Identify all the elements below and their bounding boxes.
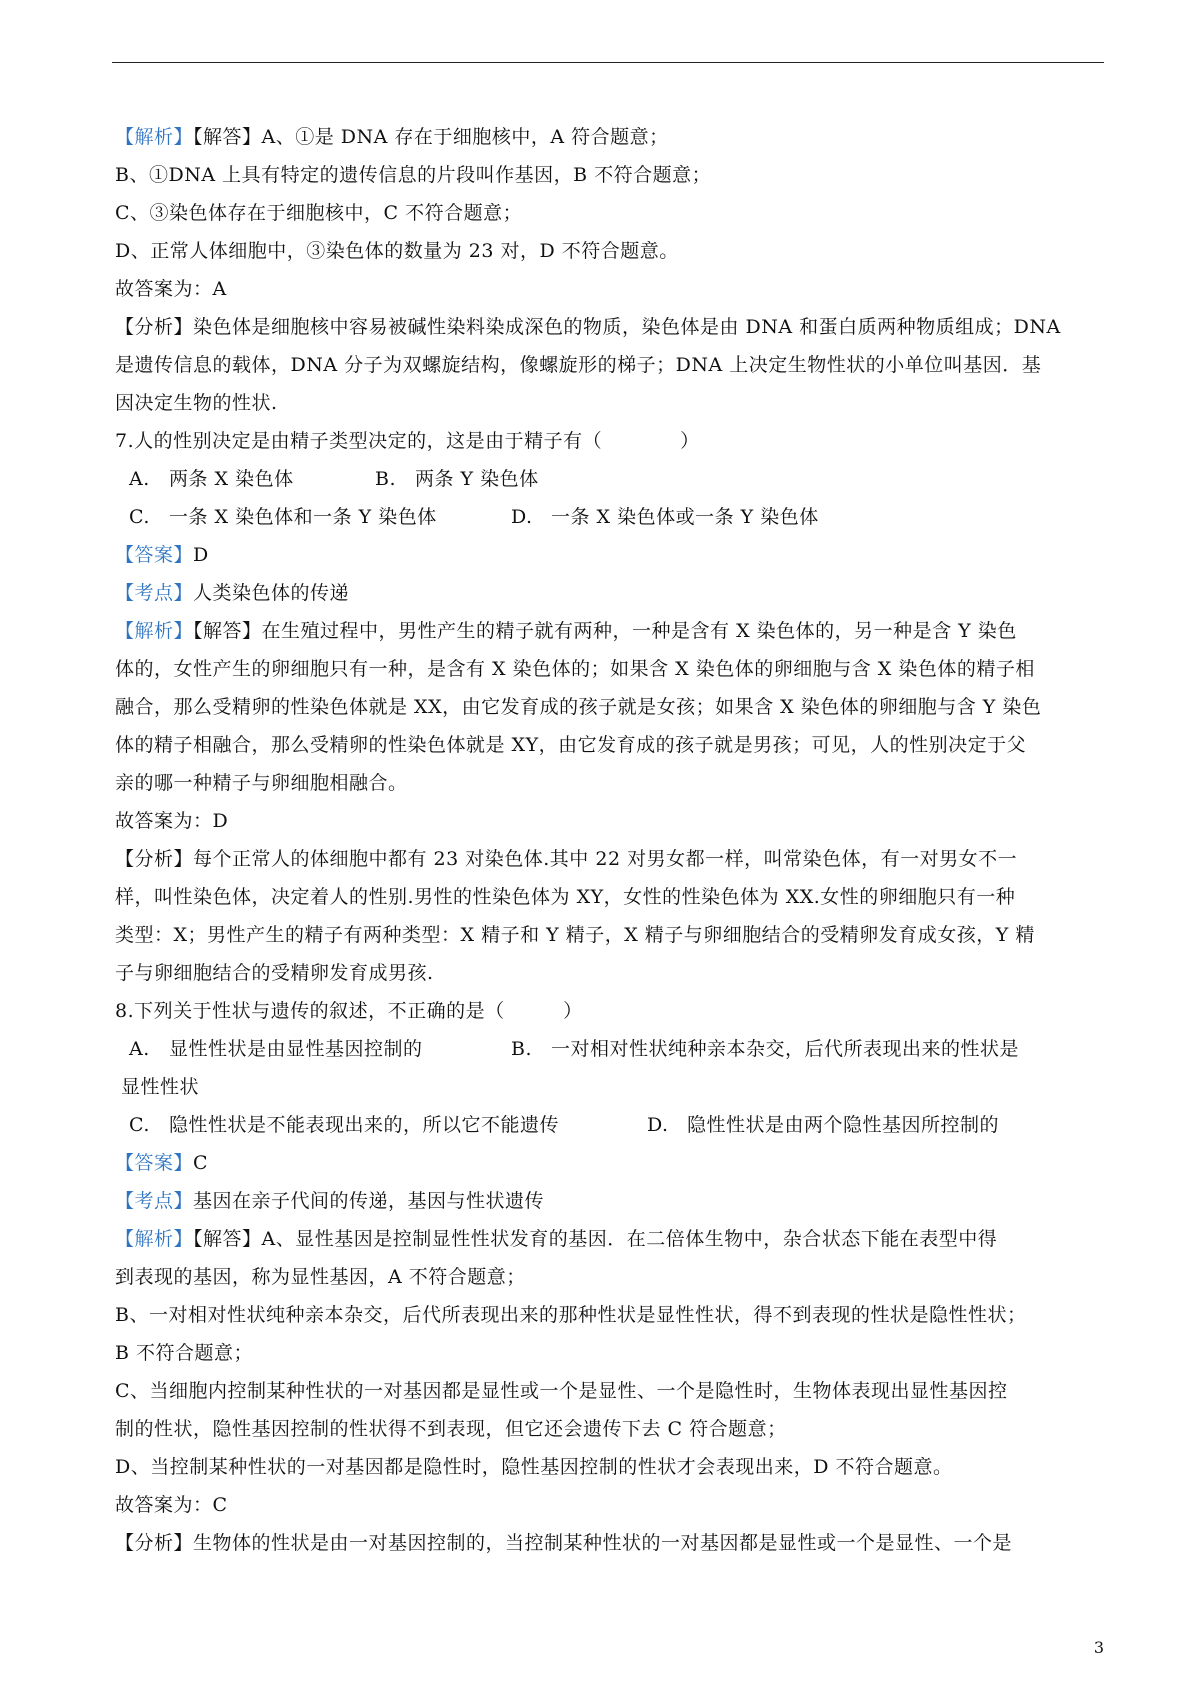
option-text: 两条 X 染色体 xyxy=(169,468,294,490)
q6-jiexi-line xyxy=(115,118,1100,156)
option-text: 隐性性状是由两个隐性基因所控制的 xyxy=(687,1114,1000,1136)
jiexi-tag: 【解析】 xyxy=(115,620,194,642)
q8-fenxi-text-1: 生物体的性状是由一对基因控制的，当控制某种性状的一对基因都是显性或一个是显性、一个是 xyxy=(193,1532,1013,1554)
kaodian-tag: 【考点】 xyxy=(115,1190,194,1212)
q8-jiexi-line-2: 到表现的基因，称为显性基因，A 不符合题意； xyxy=(115,1266,526,1288)
jieda-tag: 【解答】 xyxy=(193,1228,262,1250)
jieda-tag: 【解答】 xyxy=(193,126,262,148)
option-letter: D. xyxy=(511,506,533,528)
q7-jiexi-line-5: 亲的哪一种精子与卵细胞相融合。 xyxy=(115,772,408,794)
q8-jiexi-text-1: A、显性基因是控制显性性状发育的基因．在二倍体生物中，杂合状态下能在表型中得 xyxy=(261,1228,998,1250)
q7-stem: 7.人的性别决定是由精子类型决定的，这是由于精子有（ ） xyxy=(115,430,700,452)
q6-fenxi-line-2: 是遗传信息的载体，DNA 分子为双螺旋结构，像螺旋形的梯子；DNA 上决定生物性状的小单位叫基因．基 xyxy=(115,354,1042,376)
fenxi-tag: 【分析】 xyxy=(115,316,194,338)
q8-stem: 8.下列关于性状与遗传的叙述，不正确的是（ ） xyxy=(115,1000,583,1022)
q6-fenxi-text-1: 染色体是细胞核中容易被碱性染料染成深色的物质，染色体是由 DNA 和蛋白质两种物质组成；DNA xyxy=(193,316,1061,338)
option-text: 隐性性状是不能表现出来的，所以它不能遗传 xyxy=(169,1114,560,1136)
q7-jiexi-line-2: 体的，女性产生的卵细胞只有一种，是含有 X 染色体的；如果含 X 染色体的卵细胞与含 X 染色体的精子相 xyxy=(115,658,1035,680)
jiexi-tag: 【解析】 xyxy=(115,126,194,148)
q8-jiexi-line-1 xyxy=(115,1220,1100,1258)
option-text: 一条 X 染色体和一条 Y 染色体 xyxy=(169,506,437,528)
option-text: 一条 X 染色体或一条 Y 染色体 xyxy=(551,506,819,528)
q8-jiexi-line-5: C、当细胞内控制某种性状的一对基因都是显性或一个是显性、一个是隐性时，生物体表现出显性基因控 xyxy=(115,1380,1008,1402)
q8-option-b-continued: 显性性状 xyxy=(121,1076,200,1098)
q6-line-c: C、③染色体存在于细胞核中，C 不符合题意； xyxy=(115,202,523,224)
q7-jiexi-line-1 xyxy=(115,612,1100,650)
q8-answer xyxy=(115,1144,1100,1182)
jiexi-tag: 【解析】 xyxy=(115,1228,194,1250)
fenxi-tag: 【分析】 xyxy=(115,848,194,870)
q8-option-d xyxy=(647,1106,999,1144)
q7-option-b xyxy=(375,460,539,498)
q6-jiexi-text: A、①是 DNA 存在于细胞核中，A 符合题意； xyxy=(261,126,669,148)
q6-final-answer: 故答案为：A xyxy=(115,278,227,300)
q7-answer-value: D xyxy=(193,544,209,566)
q7-fenxi-line-4: 子与卵细胞结合的受精卵发育成男孩. xyxy=(115,962,434,984)
q7-kaodian-text: 人类染色体的传递 xyxy=(193,582,350,604)
q7-jiexi-line-4: 体的精子相融合，那么受精卵的性染色体就是 XY，由它发育成的孩子就是男孩；可见，人的性别决定于父 xyxy=(115,734,1027,756)
q6-line-b: B、①DNA 上具有特定的遗传信息的片段叫作基因，B 不符合题意； xyxy=(115,164,712,186)
option-text: 两条 Y 染色体 xyxy=(415,468,539,490)
jieda-tag: 【解答】 xyxy=(193,620,262,642)
q8-option-c xyxy=(129,1106,647,1144)
page-number: 3 xyxy=(1093,1638,1104,1657)
option-letter: B. xyxy=(511,1038,533,1060)
q7-options-row-2 xyxy=(115,498,1100,536)
option-text: 显性性状是由显性基因控制的 xyxy=(169,1038,423,1060)
q8-kaodian-text: 基因在亲子代间的传递，基因与性状遗传 xyxy=(193,1190,545,1212)
daan-tag: 【答案】 xyxy=(115,544,194,566)
fenxi-tag: 【分析】 xyxy=(115,1532,194,1554)
q7-kaodian xyxy=(115,574,1100,612)
q8-option-a xyxy=(129,1030,511,1068)
q8-jiexi-line-6: 制的性状，隐性基因控制的性状得不到表现，但它还会遗传下去 C 符合题意； xyxy=(115,1418,787,1440)
q7-fenxi-line-3: 类型：X；男性产生的精子有两种类型：X 精子和 Y 精子，X 精子与卵细胞结合的受精卵发育成女孩，Y 精 xyxy=(115,924,1035,946)
page-content xyxy=(115,118,1100,1562)
q7-option-d xyxy=(511,498,819,536)
q8-jiexi-line-7: D、当控制某种性状的一对基因都是隐性时，隐性基因控制的性状才会表现出来，D 不符合题意。 xyxy=(115,1456,953,1478)
q8-kaodian xyxy=(115,1182,1100,1220)
daan-tag: 【答案】 xyxy=(115,1152,194,1174)
option-letter: C. xyxy=(129,506,150,528)
q8-answer-value: C xyxy=(193,1152,209,1174)
q8-options-row-1 xyxy=(115,1030,1100,1068)
q8-options-row-2 xyxy=(115,1106,1100,1144)
option-letter: C. xyxy=(129,1114,150,1136)
option-letter: A. xyxy=(129,468,150,490)
option-letter: B. xyxy=(375,468,397,490)
q8-jiexi-line-4: B 不符合题意； xyxy=(115,1342,254,1364)
q7-jiexi-line-3: 融合，那么受精卵的性染色体就是 XX，由它发育成的孩子就是女孩；如果含 X 染色体的卵细胞与含 Y 染色 xyxy=(115,696,1042,718)
q7-option-a xyxy=(129,460,375,498)
q7-final-answer: 故答案为：D xyxy=(115,810,229,832)
q8-option-b xyxy=(511,1030,1019,1068)
q7-fenxi-line-1 xyxy=(115,840,1100,878)
q7-options-row-1 xyxy=(115,460,1100,498)
q8-fenxi-line-1 xyxy=(115,1524,1100,1562)
q7-fenxi-text-1: 每个正常人的体细胞中都有 23 对染色体.其中 22 对男女都一样，叫常染色体，有一对男女不一 xyxy=(193,848,1018,870)
q6-fenxi-line-1 xyxy=(115,308,1100,346)
header-rule xyxy=(112,62,1104,63)
kaodian-tag: 【考点】 xyxy=(115,582,194,604)
q7-fenxi-line-2: 样，叫性染色体，决定着人的性别.男性的性染色体为 XY，女性的性染色体为 XX.女性的卵细胞只有一种 xyxy=(115,886,1016,908)
option-letter: D. xyxy=(647,1114,669,1136)
q8-final-answer: 故答案为：C xyxy=(115,1494,228,1516)
q6-line-d: D、正常人体细胞中，③染色体的数量为 23 对，D 不符合题意。 xyxy=(115,240,679,262)
q7-jiexi-text-1: 在生殖过程中，男性产生的精子就有两种，一种是含有 X 染色体的，另一种是含 Y 染色 xyxy=(261,620,1017,642)
q7-answer xyxy=(115,536,1100,574)
q6-fenxi-line-3: 因决定生物的性状. xyxy=(115,392,278,414)
option-letter: A. xyxy=(129,1038,150,1060)
q8-jiexi-line-3: B、一对相对性状纯种亲本杂交，后代所表现出来的那种性状是显性性状，得不到表现的性状是隐性性状； xyxy=(115,1304,1027,1326)
option-text: 一对相对性状纯种亲本杂交，后代所表现出来的性状是 xyxy=(551,1038,1020,1060)
q7-option-c xyxy=(129,498,511,536)
